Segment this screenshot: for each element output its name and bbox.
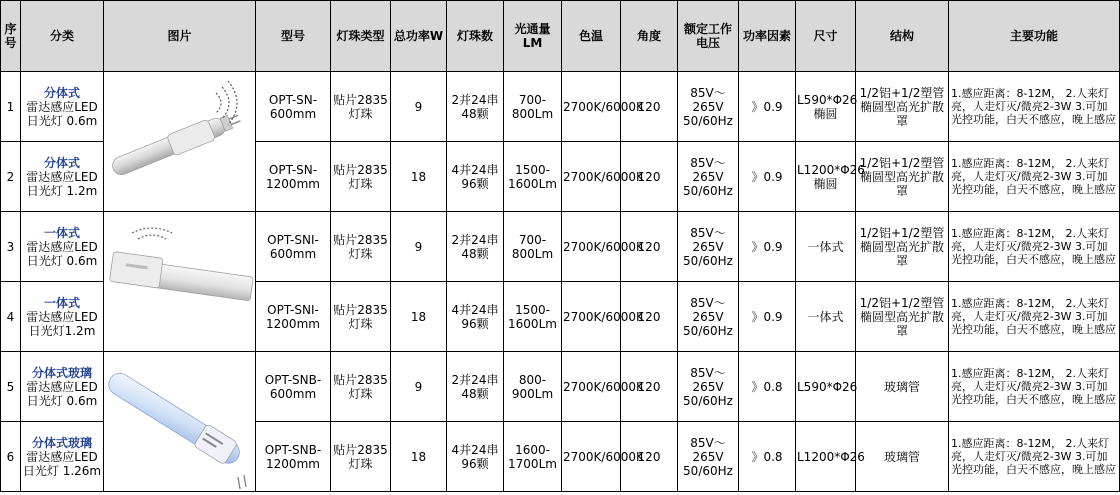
cell-seq: 1 [1,72,21,142]
header-model: 型号 [256,1,331,72]
cell-bead-count: 2并24串48颗 [447,72,504,142]
cell-cct: 2700K/6000K [562,212,621,282]
cell-power: 9 [391,212,447,282]
cell-category [21,142,104,212]
cell-cct: 2700K/6000K [562,352,621,422]
category-subtitle: 雷达感应LED日光灯1.2m [26,309,98,338]
header-voltage: 额定工作电压 [678,1,739,72]
cell-angle: 120 [621,72,678,142]
cell-size: L590*Φ26椭圆 [796,72,856,142]
cell-structure: 1/2铝+1/2塑管椭圆型高光扩散罩 [856,72,949,142]
product-image-cell [104,72,256,212]
cell-bead-type: 贴片2835灯珠 [331,212,391,282]
product-image-cell [104,352,256,492]
cell-category [21,212,104,282]
led-tube-integrated-icon [104,213,256,351]
cell-power: 9 [391,72,447,142]
table-row [1,72,1120,142]
cell-pf: 》0.9 [739,142,796,212]
cell-seq: 3 [1,212,21,282]
cell-voltage: 85V～265V 50/60Hz [678,72,739,142]
cell-bead-count: 2并24串48颗 [447,212,504,282]
cell-structure: 玻璃管 [856,422,949,492]
category-title: 一体式 [43,225,80,240]
cell-model: OPT-SNI-1200mm [256,282,331,352]
category-subtitle: 雷达感应LED日光灯 1.26m [22,449,102,478]
cell-angle: 120 [621,422,678,492]
cell-power: 18 [391,282,447,352]
cell-flux: 1600-1700Lm [504,422,562,492]
table-row [1,212,1120,282]
cell-functions: 1.感应距离：8-12M， 2.人来灯亮，人走灯灭/微亮2-3W 3.可加光控功能，白天不感应，晚上感应 [949,142,1120,212]
cell-pf: 》0.8 [739,422,796,492]
cell-model: OPT-SN-1200mm [256,142,331,212]
cell-category [21,422,104,492]
led-tube-glass-icon [104,353,256,491]
cell-flux: 700-800Lm [504,212,562,282]
cell-functions: 1.感应距离：8-12M， 2.人来灯亮，人走灯灭/微亮2-3W 3.可加光控功能，白天不感应，晚上感应 [949,422,1120,492]
header-power: 总功率W [391,1,447,72]
header-bead-type: 灯珠类型 [331,1,391,72]
cell-bead-type: 贴片2835灯珠 [331,352,391,422]
cell-category [21,352,104,422]
cell-angle: 120 [621,352,678,422]
header-bead-count: 灯珠数 [447,1,504,72]
cell-cct: 2700K/6000K [562,282,621,352]
cell-angle: 120 [621,282,678,352]
category-title: 分体式玻璃 [31,365,92,380]
cell-pf: 》0.8 [739,352,796,422]
header-category: 分类 [21,1,104,72]
led-tube-split-icon [104,73,256,211]
cell-cct: 2700K/6000K [562,422,621,492]
cell-flux: 1500-1600Lm [504,282,562,352]
cell-flux: 1500-1600Lm [504,142,562,212]
header-image: 图片 [104,1,256,72]
header-seq: 序号 [1,1,21,72]
cell-seq: 2 [1,142,21,212]
cell-bead-count: 4并24串96颗 [447,282,504,352]
category-title: 分体式玻璃 [31,435,92,450]
category-subtitle: 雷达感应LED日光灯 0.6m [26,379,98,408]
cell-cct: 2700K/6000K [562,72,621,142]
cell-pf: 》0.9 [739,282,796,352]
cell-bead-count: 4并24串96颗 [447,422,504,492]
cell-structure: 1/2铝+1/2塑管椭圆型高光扩散罩 [856,212,949,282]
cell-bead-type: 贴片2835灯珠 [331,142,391,212]
header-row [1,1,1120,72]
cell-structure: 玻璃管 [856,352,949,422]
cell-functions: 1.感应距离：8-12M， 2.人来灯亮，人走灯灭/微亮2-3W 3.可加光控功能，白天不感应，晚上感应 [949,352,1120,422]
cell-flux: 700-800Lm [504,72,562,142]
cell-bead-type: 贴片2835灯珠 [331,422,391,492]
category-subtitle: 雷达感应LED日光灯 0.6m [26,99,98,128]
cell-pf: 》0.9 [739,72,796,142]
cell-power: 18 [391,142,447,212]
header-flux: 光通量LM [504,1,562,72]
cell-cct: 2700K/6000K [562,142,621,212]
cell-size: 一体式 [796,212,856,282]
cell-angle: 120 [621,142,678,212]
cell-size: 一体式 [796,282,856,352]
cell-bead-type: 贴片2835灯珠 [331,72,391,142]
cell-power: 18 [391,422,447,492]
header-structure: 结构 [856,1,949,72]
cell-voltage: 85V～265V 50/60Hz [678,282,739,352]
cell-category [21,72,104,142]
cell-voltage: 85V～265V 50/60Hz [678,142,739,212]
cell-seq: 6 [1,422,21,492]
category-subtitle: 雷达感应LED日光灯 0.6m [26,239,98,268]
cell-category [21,282,104,352]
cell-size: L590*Φ26 [796,352,856,422]
table-row [1,352,1120,422]
category-title: 一体式 [43,295,80,310]
cell-bead-count: 4并24串96颗 [447,142,504,212]
cell-model: OPT-SNI-600mm [256,212,331,282]
header-angle: 角度 [621,1,678,72]
cell-seq: 5 [1,352,21,422]
header-pf: 功率因素 [739,1,796,72]
cell-structure: 1/2铝+1/2塑管椭圆型高光扩散罩 [856,282,949,352]
cell-model: OPT-SNB-1200mm [256,422,331,492]
cell-functions: 1.感应距离：8-12M， 2.人来灯亮，人走灯灭/微亮2-3W 3.可加光控功能，白天不感应，晚上感应 [949,282,1120,352]
cell-structure: 1/2铝+1/2塑管椭圆型高光扩散罩 [856,142,949,212]
cell-bead-type: 贴片2835灯珠 [331,282,391,352]
category-title: 分体式 [43,85,80,100]
category-subtitle: 雷达感应LED日光灯 1.2m [26,169,98,198]
cell-voltage: 85V～265V 50/60Hz [678,422,739,492]
category-title: 分体式 [43,155,80,170]
cell-size: L1200*Φ26 [796,422,856,492]
cell-size: L1200*Φ26椭圆 [796,142,856,212]
cell-power: 9 [391,352,447,422]
cell-model: OPT-SNB-600mm [256,352,331,422]
product-image-cell [104,212,256,352]
cell-model: OPT-SN-600mm [256,72,331,142]
cell-voltage: 85V～265V 50/60Hz [678,352,739,422]
cell-functions: 1.感应距离：8-12M， 2.人来灯亮，人走灯灭/微亮2-3W 3.可加光控功能，白天不感应，晚上感应 [949,212,1120,282]
header-cct: 色温 [562,1,621,72]
cell-voltage: 85V～265V 50/60Hz [678,212,739,282]
header-functions: 主要功能 [949,1,1120,72]
cell-pf: 》0.9 [739,212,796,282]
cell-seq: 4 [1,282,21,352]
cell-angle: 120 [621,212,678,282]
header-size: 尺寸 [796,1,856,72]
cell-bead-count: 2并24串48颗 [447,352,504,422]
cell-flux: 800-900Lm [504,352,562,422]
cell-functions: 1.感应距离：8-12M， 2.人来灯亮，人走灯灭/微亮2-3W 3.可加光控功能，白天不感应，晚上感应 [949,72,1120,142]
